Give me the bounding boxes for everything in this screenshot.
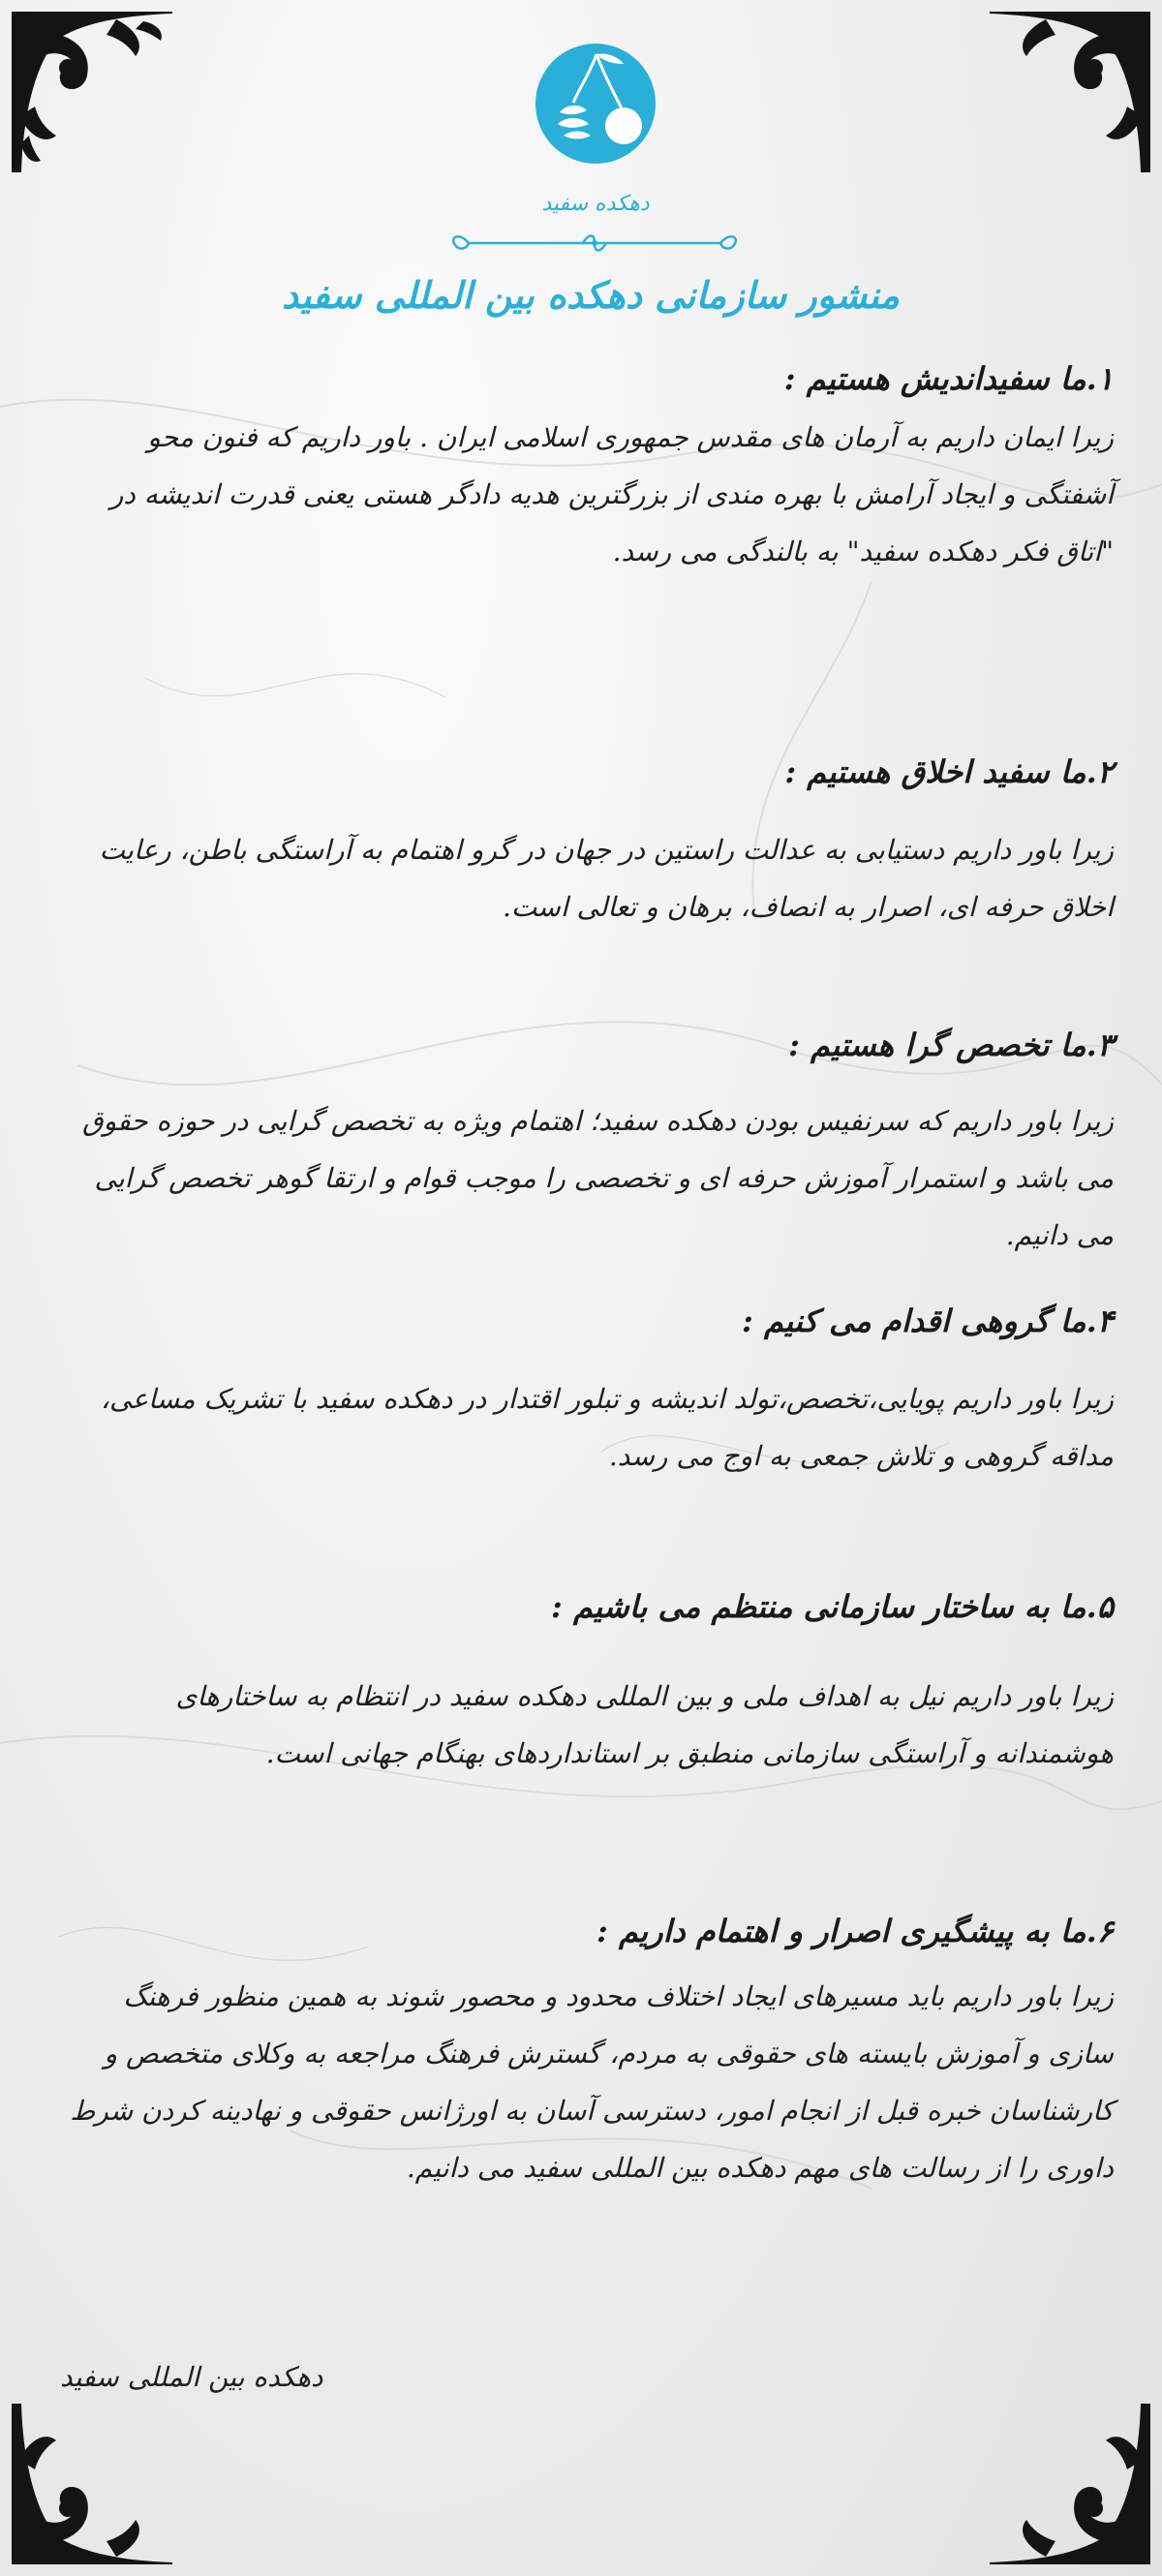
item-3-title: ۳.ما تخصص گرا هستیم : (788, 1027, 1114, 1063)
corner-ornament-icon (0, 0, 184, 184)
signature: دهکده بین المللی سفید (60, 2361, 323, 2393)
corner-ornament-icon (978, 2392, 1162, 2576)
page-title: منشور سازمانی دهکده بین المللی سفید (282, 273, 900, 317)
item-4-text: زیرا باور داریم پویایی،تخصص،تولد اندیشه و تبلور اقتدار در دهکده سفید با تشریک مساعی، مداقه گروهی و تلاش جمعی به اوج می رسد. (100, 1383, 1114, 1472)
item-5-text: زیرا باور داریم نیل به اهداف ملی و بین المللی دهکده سفید در انتظام به ساختارهای هوشمندانه و آراستگی سازمانی منطبق بر استانداردهای بهنگام جهانی است. (175, 1680, 1114, 1769)
item-6-title: ۶.ما به پیشگیری اصرار و اهتمام داریم : (596, 1913, 1114, 1949)
title-divider-icon (447, 226, 742, 261)
item-6-text: زیرا باور داریم باید مسیرهای ایجاد اختلاف محدود و محصور شوند به همین منظور فرهنگ سازی و آموزش بایسته های حقوقی به مردم، گسترش فرهنگ مراجعه به وکلای متخصص و کارشناسان خبره قبل از انجام امور، دسترسی آسان به اورژانس حقوقی و نهادینه کردن شرط داوری را از رسالت های مهم دهکده بین المللی سفید می دانیم. (70, 1980, 1114, 2184)
brand-name-small: دهکده سفید (541, 192, 650, 216)
item-1-title: ۱.ما سفیداندیش هستیم : (783, 360, 1114, 397)
item-4-title: ۴.ما گروهی اقدام می کنیم : (742, 1303, 1114, 1339)
corner-ornament-icon (978, 0, 1162, 184)
cherry-logo-icon (535, 43, 657, 165)
item-3-text: زیرا باور داریم که سرنفیس بودن دهکده سفید؛ اهتمام ویژه به تخصص گرایی در حوزه حقوق می باشد و استمرار آموزش حرفه ای و تخصصی را موجب قوام و ارتقا گوهر تخصص گرایی می دانیم. (81, 1105, 1114, 1251)
item-1-text: زیرا ایمان داریم به آرمان های مقدس جمهوری اسلامی ایران . باور داریم که فنون محو آشفتگی و ایجاد آرامش با بهره مندی از بزرگترین هدیه دادگر هستی یعنی قدرت اندیشه در "اتاق فکر دهکده سفید" به بالندگی می رسد. (109, 421, 1114, 567)
corner-ornament-icon (0, 2392, 184, 2576)
item-2-title: ۲.ما سفید اخلاق هستیم : (784, 753, 1114, 790)
item-5-title: ۵.ما به ساختار سازمانی منتظم می باشیم : (551, 1588, 1114, 1625)
item-2-text: زیرا باور داریم دستیابی به عدالت راستین در جهان در گرو اهتمام به آراستگی باطن، رعایت اخلاق حرفه ای، اصرار به انصاف، برهان و تعالی است. (99, 834, 1114, 923)
